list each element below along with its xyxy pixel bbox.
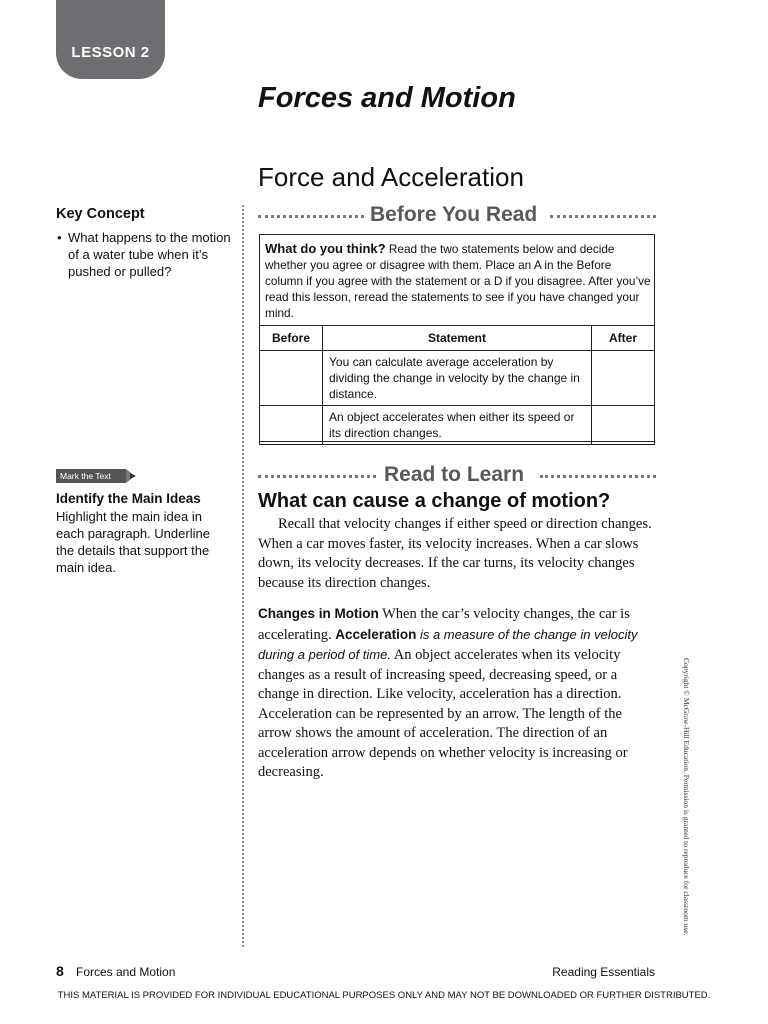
dotted-rule [258, 215, 364, 218]
prompt-text: Read the two statements below and decide whether you agree or disagree with them. Place an A in the Before column if you agree with the statement or a D if you disagree. After you’ve read this lesson, reread the statements to see if you have changed your mind. [265, 242, 651, 320]
copyright-notice: Copyright © McGraw-Hill Education. Permission is granted to reproduce for classroom use. [682, 658, 691, 936]
paragraph-1: Recall that velocity changes if either speed or direction changes. When a car moves faster, its velocity increases. When a car slows down, its velocity decreases. If the car turns, its velocity changes because its direction changes. [258, 516, 652, 591]
statements-table [259, 325, 655, 445]
statement-cell: You can calculate average acceleration by dividing the change in velocity by the change in distance. [323, 351, 592, 406]
column-divider [242, 205, 244, 947]
section-title: Force and Acceleration [258, 162, 524, 192]
column-header-before: Before [260, 326, 323, 351]
before-you-read-bar [258, 203, 656, 227]
what-do-you-think-box [259, 234, 655, 442]
paragraph-heading: Changes in Motion [258, 606, 379, 621]
before-cell[interactable] [260, 351, 323, 406]
paragraph-text: An object accelerates when its velocity changes as a result of increasing speed, decreasing speed, or a change in direction. Like velocity, acceleration has a direction. Acceleration can be represented by an arrow. The length of the arrow shows the amount of acceleration. The direction of an acceleration arrow depends on whether velocity is increasing or decreasing. [258, 647, 628, 780]
footer-title: Forces and Motion [76, 965, 176, 979]
table-header-row [260, 326, 655, 351]
paragraph-text: When the car’s velocity changes, the car is accelerating. [258, 606, 630, 643]
page-number: 8 [56, 963, 64, 979]
key-concept-heading: Key Concept [56, 206, 145, 222]
statement-cell: An object accelerates when either its speed or its direction changes. [323, 406, 592, 445]
main-ideas-heading: Identify the Main Ideas [56, 491, 201, 506]
lesson-tab-label: LESSON 2 [71, 44, 150, 61]
before-cell[interactable] [260, 406, 323, 445]
disclaimer: THIS MATERIAL IS PROVIDED FOR INDIVIDUAL EDUCATIONAL PURPOSES ONLY AND MAY NOT BE DOWNLOADED OR FURTHER DISTRIBUTED. [57, 990, 711, 1001]
vocab-term: Acceleration [335, 626, 417, 642]
table-row [260, 351, 655, 406]
prompt-bold: What do you think? [265, 241, 386, 256]
dotted-rule [540, 475, 656, 478]
read-to-learn-bar [258, 463, 656, 487]
dotted-rule [258, 475, 376, 478]
mark-the-text-badge: Mark the Text [56, 469, 126, 483]
paragraph-2 [258, 604, 658, 783]
pencil-tip-icon [130, 473, 136, 479]
dotted-rule [550, 215, 656, 218]
main-ideas-text: Highlight the main idea in each paragraph. Underline the details that support the main idea. [56, 509, 210, 575]
what-do-you-think-text [265, 241, 651, 321]
before-you-read-label: Before You Read [370, 203, 538, 226]
after-cell[interactable] [592, 351, 655, 406]
footer-series: Reading Essentials [552, 965, 655, 979]
column-header-statement: Statement [323, 326, 592, 351]
read-to-learn-question: What can cause a change of motion? [258, 490, 611, 512]
key-concept-item: • What happens to the motion of a water tube when it’s pushed or pulled? [68, 229, 238, 280]
table-row [260, 406, 655, 445]
lesson-title: Forces and Motion [258, 82, 516, 114]
lesson-tab [56, 0, 165, 79]
key-concept-list [56, 229, 238, 280]
after-cell[interactable] [592, 406, 655, 445]
read-to-learn-label: Read to Learn [384, 463, 525, 486]
column-header-after: After [592, 326, 655, 351]
vocab-definition: is a measure of the change in velocity during a period of time. [258, 626, 638, 662]
